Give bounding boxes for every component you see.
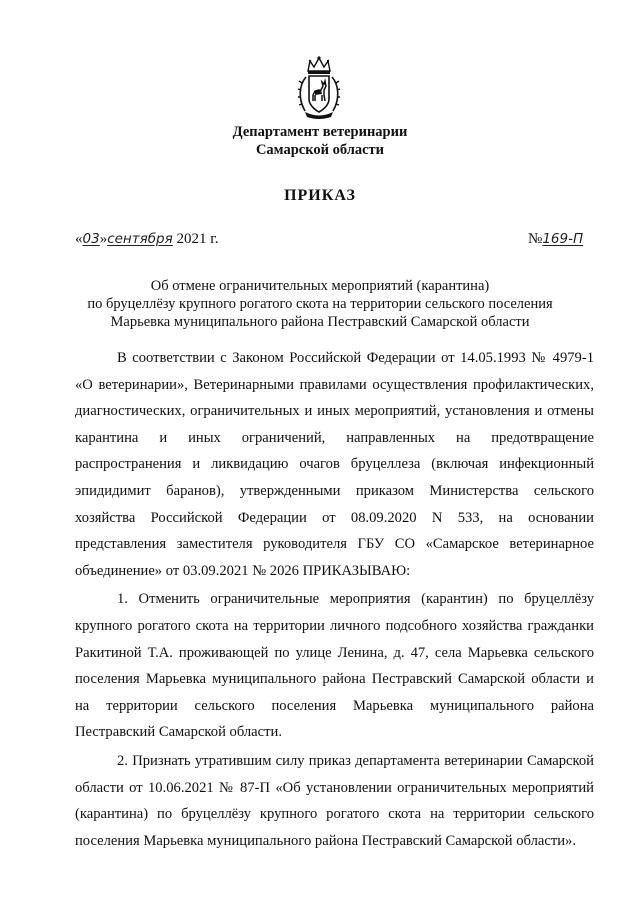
preamble-paragraph: В соответствии с Законом Российской Федерации от 14.05.1993 № 4979-1 «О ветеринарии», Ветеринарными правилами осуществления профилактических, диагностических, ограничительных и иных мероприятий, установления и отмены карантина и иных ограничений, направленных на предотвращение распространения и ликвидацию очагов бруцеллеза (включая инфекционный эпидидимит баранов), утвержденными приказом Министерства сельского хозяйства Российской Федерации от 08.09.2020 N 533, на основании представления заместителя руководителя ГБУ СО «Самарское ветеринарное объединение» от 03.09.2021 № 2026 ПРИКАЗЫВАЮ: (75, 350, 594, 579)
order-item-1: 1. Отменить ограничительные мероприятия (карантин) по бруцеллёзу крупного рогатого скота на территории личного подсобного хозяйства гражданки Ракитиной Т.А. проживающей по улице Ленина, д. 47, села Марьевка сельского поселения Марьевка муниципального района Пестравский Самарской области и на территории сельского поселения Марьевка муниципального района Пестравский Самарской области. (75, 591, 594, 741)
order-subject (0, 277, 640, 331)
order-date (75, 231, 218, 248)
date-year: 2021 г. (172, 231, 219, 247)
order-number-value: 169-П (542, 231, 584, 247)
order-number (528, 231, 583, 248)
order-body (75, 345, 594, 854)
date-month: сентября (107, 231, 173, 247)
coat-of-arms-icon (296, 55, 342, 121)
subject-line1: Об отмене ограничительных мероприятий (карантина) (150, 278, 490, 294)
subject-line2: по бруцеллёзу крупного рогатого скота на территории сельского поселения (87, 296, 553, 312)
order-number-prefix: № (528, 231, 543, 247)
date-day: 03 (82, 231, 100, 247)
order-item-2: 2. Признать утратившим силу приказ департамента ветеринарии Самарской области от 10.06.2021 № 87-П «Об установлении ограничительных мероприятий (карантина) по бруцеллёзу крупного рогатого скота на территории сельского поселения Марьевка муниципального района Пестравский Самарской области». (75, 752, 594, 849)
date-open-quote: « (75, 231, 83, 247)
document-title: ПРИКАЗ (284, 187, 356, 204)
date-close-quote: » (99, 231, 108, 247)
organization-name-line2: Самарской области (255, 142, 385, 158)
organization-name-line1: Департамент ветеринарии (232, 124, 408, 140)
subject-line3: Марьевка муниципального района Пестравский Самарской области (110, 314, 530, 330)
